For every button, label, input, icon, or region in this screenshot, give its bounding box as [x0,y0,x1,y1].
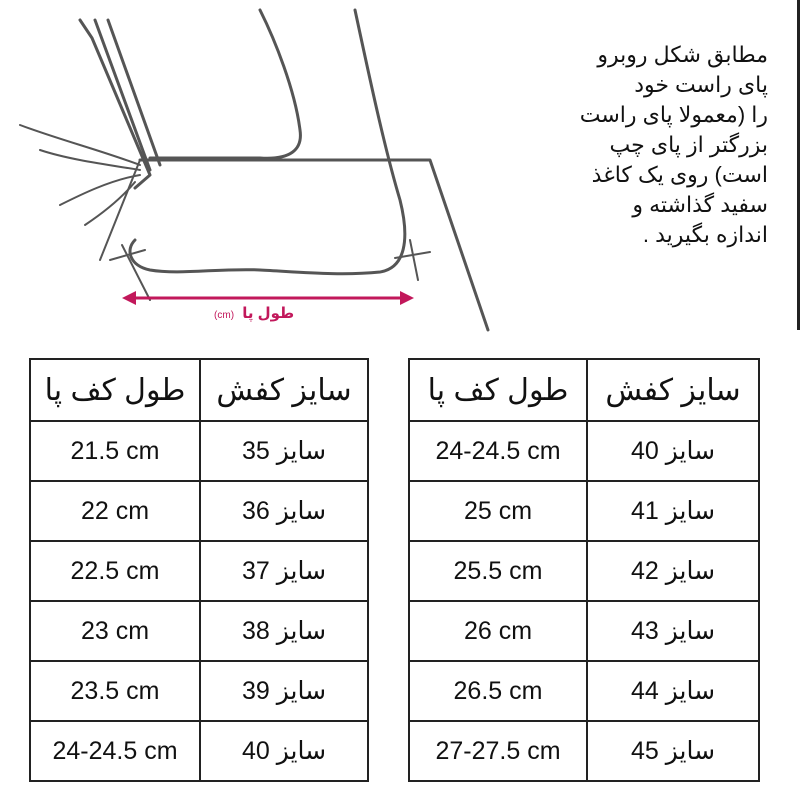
instruction-line: بزرگتر از پای چپ [609,132,768,157]
instruction-line: سفید گذاشته و [632,192,768,217]
instruction-line: اندازه بگیرید . [642,222,768,247]
unit-text: (cm) [214,310,235,321]
instruction-line: مطابق شکل روبرو [597,42,768,67]
shoe-size-cell: سایز 41 [587,481,759,541]
foot-length-cell: 26 cm [409,601,587,661]
foot-length-cell: 25.5 cm [409,541,587,601]
table-row [409,481,759,541]
measurement-instructions [478,40,768,250]
shoe-size-cell: سایز 38 [200,601,368,661]
shoe-size-cell: سایز 40 [200,721,368,781]
foot-drawing [0,0,490,340]
table-row [409,661,759,721]
instruction-line: را (معمولا پای راست [579,102,768,127]
table-row [30,421,368,481]
instruction-line: است) روی یک کاغذ [591,162,768,187]
shoe-size-header: سایز کفش [587,359,759,421]
foot-length-cell: 22 cm [30,481,200,541]
table-row [409,721,759,781]
foot-measurement-illustration [0,0,490,340]
foot-length-cell: 23 cm [30,601,200,661]
foot-length-header: طول کف پا [30,359,200,421]
shoe-size-cell: سایز 40 [587,421,759,481]
foot-length-cell: 24-24.5 cm [30,721,200,781]
foot-length-cell: 22.5 cm [30,541,200,601]
shoe-size-cell: سایز 35 [200,421,368,481]
foot-length-cell: 27-27.5 cm [409,721,587,781]
shoe-size-cell: سایز 42 [587,541,759,601]
table-row [409,601,759,661]
table-header-row [409,359,759,421]
table-row [30,481,368,541]
table-row [30,721,368,781]
shoe-size-cell: سایز 45 [587,721,759,781]
foot-length-cell: 24-24.5 cm [409,421,587,481]
shoe-size-cell: سایز 36 [200,481,368,541]
shoe-size-header: سایز کفش [200,359,368,421]
foot-length-label [214,304,344,330]
shoe-size-cell: سایز 43 [587,601,759,661]
measurement-arrow [122,291,414,305]
foot-length-cell: 21.5 cm [30,421,200,481]
shoe-size-cell: سایز 37 [200,541,368,601]
foot-length-text: طول پا [242,305,295,322]
table-row [409,541,759,601]
instruction-line: پای راست خود [634,72,768,97]
foot-length-cell: 26.5 cm [409,661,587,721]
foot-length-header: طول کف پا [409,359,587,421]
table-header-row [30,359,368,421]
size-table-left [29,358,369,782]
foot-length-cell: 23.5 cm [30,661,200,721]
shoe-size-cell: سایز 39 [200,661,368,721]
table-row [30,661,368,721]
size-table-right [408,358,760,782]
table-row [30,541,368,601]
foot-length-cell: 25 cm [409,481,587,541]
table-row [409,421,759,481]
table-row [30,601,368,661]
shoe-size-cell: سایز 44 [587,661,759,721]
